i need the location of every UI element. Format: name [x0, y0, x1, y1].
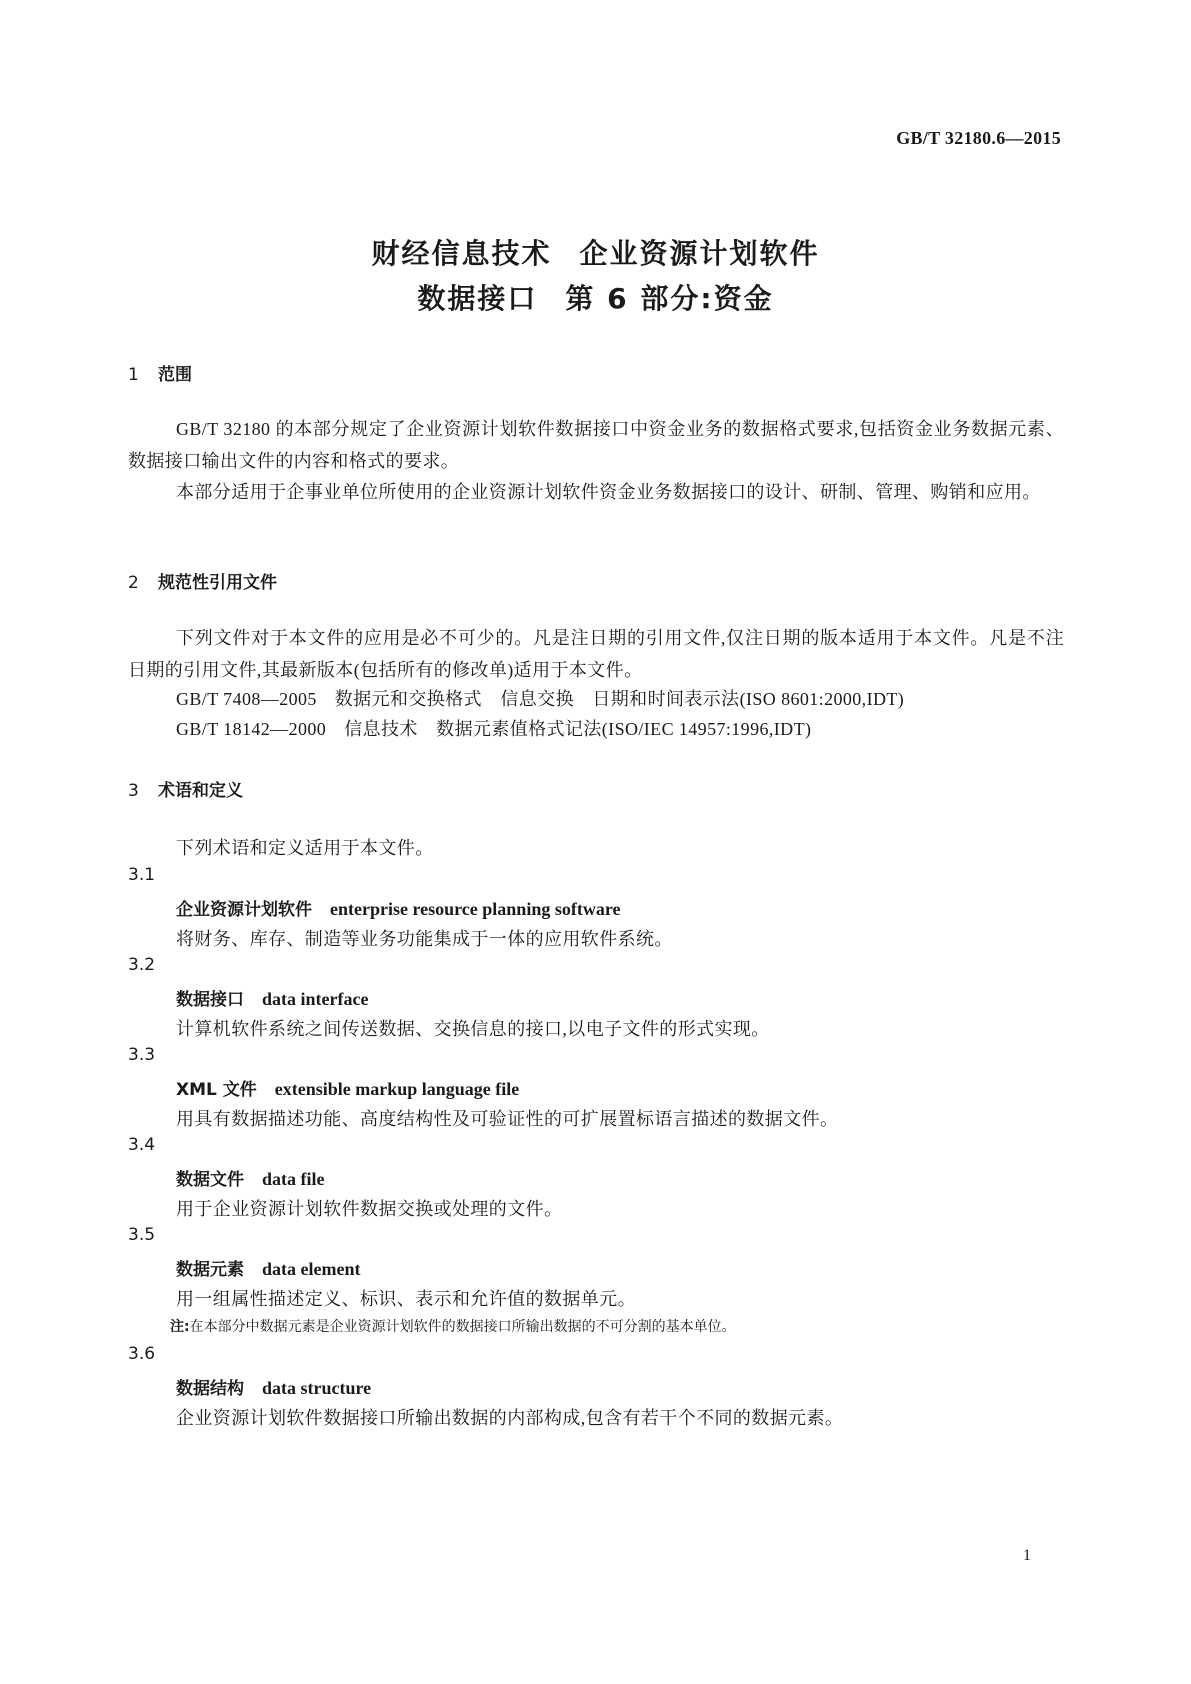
document-title-line-1 [0, 232, 1191, 272]
reference-title: 数据元和交换格式 信息交换 日期和时间表示法(ISO 8601:2000,IDT) [334, 689, 905, 709]
term-definition: 计算机软件系统之间传送数据、交换信息的接口,以电子文件的形式实现。 [176, 1019, 770, 1039]
title-part: 第 6 部分:资金 [565, 282, 774, 315]
reference-entry [176, 685, 904, 711]
term-number: 3.3 [128, 1045, 156, 1065]
page-number: 1 [1023, 1547, 1031, 1564]
title-part: 财经信息技术 [371, 237, 552, 270]
title-part: 数据接口 [417, 282, 538, 315]
section-number: 1 [128, 365, 139, 385]
term-heading [176, 1374, 371, 1399]
term-number: 3.5 [128, 1225, 156, 1245]
reference-entry [176, 715, 811, 741]
term-en: data structure [262, 1378, 372, 1398]
reference-code: GB/T 7408—2005 [176, 689, 317, 709]
term-zh: 数据结构 [176, 1379, 244, 1399]
term-number: 3.1 [128, 865, 156, 885]
term-number: 3.2 [128, 955, 156, 975]
term-zh: 数据元素 [176, 1260, 244, 1280]
term-definition: 用于企业资源计划软件数据交换或处理的文件。 [176, 1199, 563, 1219]
term-zh: 企业资源计划软件 [176, 900, 312, 920]
term-en: data file [262, 1169, 325, 1189]
term-definition: 用具有数据描述功能、高度结构性及可验证性的可扩展置标语言描述的数据文件。 [176, 1109, 839, 1129]
section-heading-normative-references [128, 568, 277, 593]
term-definition: 用一组属性描述定义、标识、表示和允许值的数据单元。 [176, 1289, 636, 1309]
reference-title: 信息技术 数据元素值格式记法(ISO/IEC 14957:1996,IDT) [344, 719, 812, 739]
term-en: extensible markup language file [274, 1079, 520, 1099]
note-label: 注: [170, 1319, 190, 1335]
term-en: data interface [262, 989, 369, 1009]
standard-number: GB/T 32180.6—2015 [896, 128, 1061, 148]
term-heading [176, 1255, 360, 1280]
references-paragraph: 下列文件对于本文件的应用是必不可少的。凡是注日期的引用文件,仅注日期的版本适用于本文件。凡是不注日期的引用文件,其最新版本(包括所有的修改单)适用于本文件。 [128, 628, 1064, 680]
term-zh: XML 文件 [176, 1080, 257, 1100]
term-zh: 数据文件 [176, 1170, 244, 1190]
scope-paragraph-1: GB/T 32180 的本部分规定了企业资源计划软件数据接口中资金业务的数据格式要求,包括资金业务数据元素、数据接口输出文件的内容和格式的要求。 [128, 419, 1064, 471]
term-heading [176, 1075, 519, 1100]
terms-intro: 下列术语和定义适用于本文件。 [176, 838, 434, 858]
scope-paragraph-2: 本部分适用于企事业单位所使用的企业资源计划软件资金业务数据接口的设计、研制、管理、购销和应用。 [176, 482, 1041, 502]
term-number: 3.4 [128, 1135, 156, 1155]
reference-code: GB/T 18142—2000 [176, 719, 327, 739]
term-number: 3.6 [128, 1344, 156, 1364]
section-title: 术语和定义 [158, 781, 243, 801]
term-heading [176, 895, 620, 920]
document-title-line-2 [0, 277, 1191, 317]
term-definition: 将财务、库存、制造等业务功能集成于一体的应用软件系统。 [176, 929, 673, 949]
term-heading [176, 1165, 325, 1190]
section-heading-scope [128, 360, 192, 385]
term-heading [176, 985, 368, 1010]
section-heading-terms-definitions [128, 776, 243, 801]
title-part: 企业资源计划软件 [579, 237, 820, 270]
section-title: 规范性引用文件 [158, 573, 277, 593]
term-definition: 企业资源计划软件数据接口所输出数据的内部构成,包含有若干个不同的数据元素。 [176, 1408, 844, 1428]
note-text: 在本部分中数据元素是企业资源计划软件的数据接口所输出数据的不可分割的基本单位。 [189, 1320, 736, 1335]
section-number: 2 [128, 573, 139, 593]
term-en: enterprise resource planning software [330, 899, 621, 919]
term-note [170, 1316, 736, 1336]
term-zh: 数据接口 [176, 990, 244, 1010]
section-title: 范围 [158, 365, 192, 385]
section-number: 3 [128, 781, 139, 801]
term-en: data element [262, 1259, 361, 1279]
